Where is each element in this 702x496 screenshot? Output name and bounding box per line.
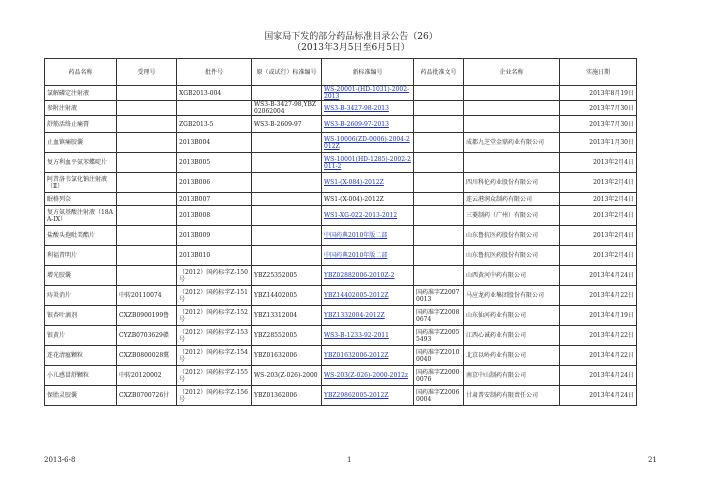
cell-company: 南京中山制药有限公司 <box>464 366 560 386</box>
cell-company <box>464 153 560 173</box>
new-standard-link[interactable]: YBZ14402005-2012Z <box>324 292 389 299</box>
cell-approval-no: 2013B007 <box>177 193 252 206</box>
drug-standard-table <box>44 58 637 406</box>
cell-approval-doc <box>414 86 464 101</box>
new-standard-link[interactable]: WS-20001-(HD-1031)-2002-2013 <box>324 86 410 100</box>
cell-drug-name: 舒筋活络止痛膏 <box>45 116 117 133</box>
col-header-new-standard: 新标准编号 <box>322 59 414 86</box>
table-row <box>45 326 637 346</box>
cell-date: 2013年4月22日 <box>560 346 637 366</box>
cell-new-standard <box>322 386 414 406</box>
cell-company: 甘肃普安制药有限责任公司 <box>464 386 560 406</box>
cell-approval-no: （2012）国药标字Z-154号 <box>177 346 252 366</box>
cell-drug-name: 保胎灵胶囊 <box>45 386 117 406</box>
cell-date: 2013年2月4日 <box>560 193 637 206</box>
col-header-original-standard: 原（或试行）标准编号 <box>252 59 322 86</box>
cell-original-standard <box>252 193 322 206</box>
cell-company: 马应龙药业集团股份有限公司 <box>464 286 560 306</box>
col-header-name: 药品名称 <box>45 59 117 86</box>
new-standard-link[interactable]: YBZ29862005-2012Z <box>324 392 389 399</box>
cell-accept-no: 中转20110074 <box>117 286 177 306</box>
cell-date: 2013年1月30日 <box>560 133 637 153</box>
table-row <box>45 286 637 306</box>
cell-original-standard: WS3-B-3427-98,YBZ02062004 <box>252 101 322 116</box>
cell-new-standard <box>322 306 414 326</box>
cell-date: 2013年4月24日 <box>560 266 637 286</box>
cell-approval-no: 2013B006 <box>177 173 252 193</box>
cell-date: 2013年7月30日 <box>560 101 637 116</box>
cell-approval-no: 2013B009 <box>177 226 252 246</box>
cell-original-standard: YBZ01362006 <box>252 386 322 406</box>
cell-company: 四川科伦药业股份有限公司 <box>464 173 560 193</box>
cell-new-standard <box>322 366 414 386</box>
cell-approval-no: （2012）国药标字Z-153号 <box>177 326 252 346</box>
cell-accept-no: CXZB0800028冀 <box>117 346 177 366</box>
cell-accept-no <box>117 226 177 246</box>
cell-approval-no: （2012）国药标字Z-150号 <box>177 266 252 286</box>
cell-approval-doc <box>414 101 464 116</box>
cell-company: 三菱制药（广州）有限公司 <box>464 206 560 226</box>
cell-date: 2013年4月24日 <box>560 366 637 386</box>
cell-company <box>464 116 560 133</box>
cell-approval-doc <box>414 193 464 206</box>
cell-approval-no: 2013B004 <box>177 133 252 153</box>
cell-original-standard <box>252 226 322 246</box>
cell-accept-no <box>117 266 177 286</box>
cell-original-standard <box>252 206 322 226</box>
cell-approval-doc: 国药准字Z20080674 <box>414 306 464 326</box>
cell-drug-name: 连花清瘟颗粒 <box>45 346 117 366</box>
cell-original-standard: YBZ13312004 <box>252 306 322 326</box>
table-row <box>45 206 637 226</box>
cell-company: 江西心诚药业有限公司 <box>464 326 560 346</box>
cell-company: 连云港润众制药有限公司 <box>464 193 560 206</box>
cell-original-standard: YBZ01632006 <box>252 346 322 366</box>
cell-company: 成都九芝堂金鼎药业有限公司 <box>464 133 560 153</box>
cell-new-standard <box>322 346 414 366</box>
cell-approval-doc <box>414 153 464 173</box>
cell-original-standard <box>252 86 322 101</box>
cell-date: 2013年4月22日 <box>560 286 637 306</box>
new-standard-link[interactable]: WS3-B-3427-98-2013 <box>324 104 389 112</box>
col-header-company: 企业名称 <box>464 59 560 86</box>
new-standard-link[interactable]: WS-203(Z-026)-2000-2012z <box>324 372 409 379</box>
cell-accept-no <box>117 246 177 266</box>
page-subtitle: （2013年3月5日至6月5日） <box>292 43 410 53</box>
cell-approval-no: （2012）国药标字Z-152号 <box>177 306 252 326</box>
cell-accept-no: CXZB0900199鲁 <box>117 306 177 326</box>
table-row <box>45 306 637 326</box>
cell-accept-no <box>117 193 177 206</box>
cell-approval-no: （2012）国药标字Z-155号 <box>177 366 252 386</box>
cell-original-standard: YBZ28552005 <box>252 326 322 346</box>
table-row <box>45 193 637 206</box>
cell-date: 2013年2月4日 <box>560 153 637 173</box>
cell-date: 2013年2月4日 <box>560 173 637 193</box>
cell-drug-name: 增光胶囊 <box>45 266 117 286</box>
new-standard-link[interactable]: WS3-B-1233-92-2011 <box>324 332 389 339</box>
table-header-row <box>45 59 637 86</box>
cell-approval-doc <box>414 173 464 193</box>
cell-accept-no <box>117 86 177 101</box>
cell-new-standard <box>322 286 414 306</box>
footer-number: 21 <box>648 456 657 464</box>
cell-approval-doc: 国药准字Z20000076 <box>414 366 464 386</box>
cell-accept-no <box>117 133 177 153</box>
cell-accept-no <box>117 206 177 226</box>
table-row <box>45 133 637 153</box>
page-title: 国家局下发的部分药品标准目录公告（26） <box>264 32 438 42</box>
cell-date: 2013年7月30日 <box>560 116 637 133</box>
cell-approval-no: （2012）国药标字Z-151号 <box>177 286 252 306</box>
cell-accept-no: CYZB0703629赣 <box>117 326 177 346</box>
cell-date: 2013年4月22日 <box>560 326 637 346</box>
col-header-approval-no: 批件号 <box>177 59 252 86</box>
cell-approval-no: XGB2013-004 <box>177 86 252 101</box>
table-row <box>45 153 637 173</box>
table-row <box>45 116 637 133</box>
table-row <box>45 246 637 266</box>
table-row <box>45 173 637 193</box>
cell-new-standard <box>322 266 414 286</box>
cell-original-standard <box>252 173 322 193</box>
cell-date: 2013年2月4日 <box>560 226 637 246</box>
cell-new-standard <box>322 153 414 173</box>
cell-drug-name: 阿昔洛韦氯化钠注射液（Ⅱ） <box>45 173 117 193</box>
cell-approval-doc: 国药准字Z20060004 <box>414 386 464 406</box>
new-standard-link[interactable]: WS-10001(HD-1285)-2002-2011-2 <box>324 155 411 170</box>
cell-drug-name: 小儿感冒舒颗粒 <box>45 366 117 386</box>
cell-accept-no <box>117 173 177 193</box>
cell-approval-doc <box>414 116 464 133</box>
cell-new-standard <box>322 86 414 101</box>
cell-original-standard: WS-203(Z-026)-2000 <box>252 366 322 386</box>
cell-new-standard <box>322 226 414 246</box>
cell-original-standard <box>252 246 322 266</box>
new-standard-link[interactable]: YBZ02882006-2010Z-2 <box>324 272 395 279</box>
cell-original-standard <box>252 153 322 173</box>
table-row <box>45 266 637 286</box>
new-standard-link[interactable]: YBZ1332004-2012Z <box>324 312 385 319</box>
cell-accept-no: CXZB0700726甘 <box>117 386 177 406</box>
new-standard-link[interactable]: WS1-(X-084)-2012Z <box>324 179 384 186</box>
cell-new-standard <box>322 116 414 133</box>
cell-approval-doc: 国药准字Z20055493 <box>414 326 464 346</box>
table-row <box>45 346 637 366</box>
cell-drug-name: 利福昔明片 <box>45 246 117 266</box>
cell-approval-doc <box>414 266 464 286</box>
cell-accept-no <box>117 116 177 133</box>
table-row <box>45 226 637 246</box>
cell-company <box>464 101 560 116</box>
cell-new-standard: WS1-(X-004)-2012Z <box>322 193 414 206</box>
new-standard-link[interactable]: 中国药典2010年版二部 <box>324 252 388 259</box>
cell-approval-no <box>177 101 252 116</box>
cell-approval-no: 2013B010 <box>177 246 252 266</box>
footer-page: 1 <box>347 456 352 464</box>
col-header-date: 实施日期 <box>560 59 637 86</box>
cell-new-standard <box>322 206 414 226</box>
cell-company <box>464 86 560 101</box>
cell-approval-no: （2012）国药标字Z-156号 <box>177 386 252 406</box>
cell-approval-doc <box>414 246 464 266</box>
table-row <box>45 366 637 386</box>
cell-drug-name: 盐酸头孢吡美酯片 <box>45 226 117 246</box>
cell-drug-name: 复方利血平氨苯蝶啶片 <box>45 153 117 173</box>
cell-new-standard <box>322 101 414 116</box>
cell-approval-doc: 国药准字Z20100040 <box>414 346 464 366</box>
cell-new-standard <box>322 246 414 266</box>
new-standard-link[interactable]: YBZ01632006-2012Z <box>324 352 389 359</box>
cell-company: 山西黄河中药有限公司 <box>464 266 560 286</box>
cell-new-standard <box>322 326 414 346</box>
cell-approval-doc <box>414 226 464 246</box>
cell-approval-doc <box>414 206 464 226</box>
cell-original-standard <box>252 133 322 153</box>
new-standard-link[interactable]: WS3-B-2609-97-2013 <box>324 120 389 128</box>
cell-date: 2013年4月19日 <box>560 306 637 326</box>
cell-approval-no: ZGB2013-5 <box>177 116 252 133</box>
new-standard-link[interactable]: 中国药典2010年版二部 <box>324 232 388 239</box>
cell-drug-name: 痔炎消片 <box>45 286 117 306</box>
cell-drug-name: 眠格列奈 <box>45 193 117 206</box>
cell-date: 2013年2月4日 <box>560 246 637 266</box>
cell-accept-no <box>117 101 177 116</box>
new-standard-link[interactable]: WS1-XG-022-2013-2012 <box>324 212 398 219</box>
cell-approval-no: 2013B005 <box>177 153 252 173</box>
table-row <box>45 86 637 101</box>
table-row <box>45 386 637 406</box>
cell-new-standard <box>322 133 414 153</box>
table-body <box>45 86 637 406</box>
cell-original-standard: WS3-B-2609-97 <box>252 116 322 133</box>
cell-drug-name: 参附注射液 <box>45 101 117 116</box>
cell-drug-name: 银黄片 <box>45 326 117 346</box>
cell-approval-doc: 国药准字Z20070013 <box>414 286 464 306</box>
cell-date: 2013年4月24日 <box>560 386 637 406</box>
cell-date: 2013年2月4日 <box>560 206 637 226</box>
cell-company: 北京以岭药业有限公司 <box>464 346 560 366</box>
cell-approval-doc <box>414 133 464 153</box>
cell-drug-name: 银杏叶滴剂 <box>45 306 117 326</box>
cell-drug-name: 止血镇痛胶囊 <box>45 133 117 153</box>
col-header-approval-doc: 药品批准文号 <box>414 59 464 86</box>
cell-original-standard: YBZ25352005 <box>252 266 322 286</box>
cell-accept-no <box>117 153 177 173</box>
cell-drug-name: 氯解磷定注射液 <box>45 86 117 101</box>
cell-company: 山东仙河药业有限公司 <box>464 306 560 326</box>
cell-drug-name: 复方氨基酸注射液（18AA-IX） <box>45 206 117 226</box>
cell-company: 山东鲁抗医药股份有限公司 <box>464 246 560 266</box>
cell-approval-no: 2013B008 <box>177 206 252 226</box>
cell-date: 2013年8月19日 <box>560 86 637 101</box>
table-row <box>45 101 637 116</box>
col-header-accept-no: 受理号 <box>117 59 177 86</box>
cell-original-standard: YBZ14402005 <box>252 286 322 306</box>
new-standard-link[interactable]: WS-10006(ZD-0006)-2004-2012Z <box>324 135 410 150</box>
cell-company: 山东鲁抗医药股份有限公司 <box>464 226 560 246</box>
cell-accept-no: 中转20120002 <box>117 366 177 386</box>
cell-new-standard <box>322 173 414 193</box>
footer-date: 2013-6-8 <box>44 456 76 464</box>
